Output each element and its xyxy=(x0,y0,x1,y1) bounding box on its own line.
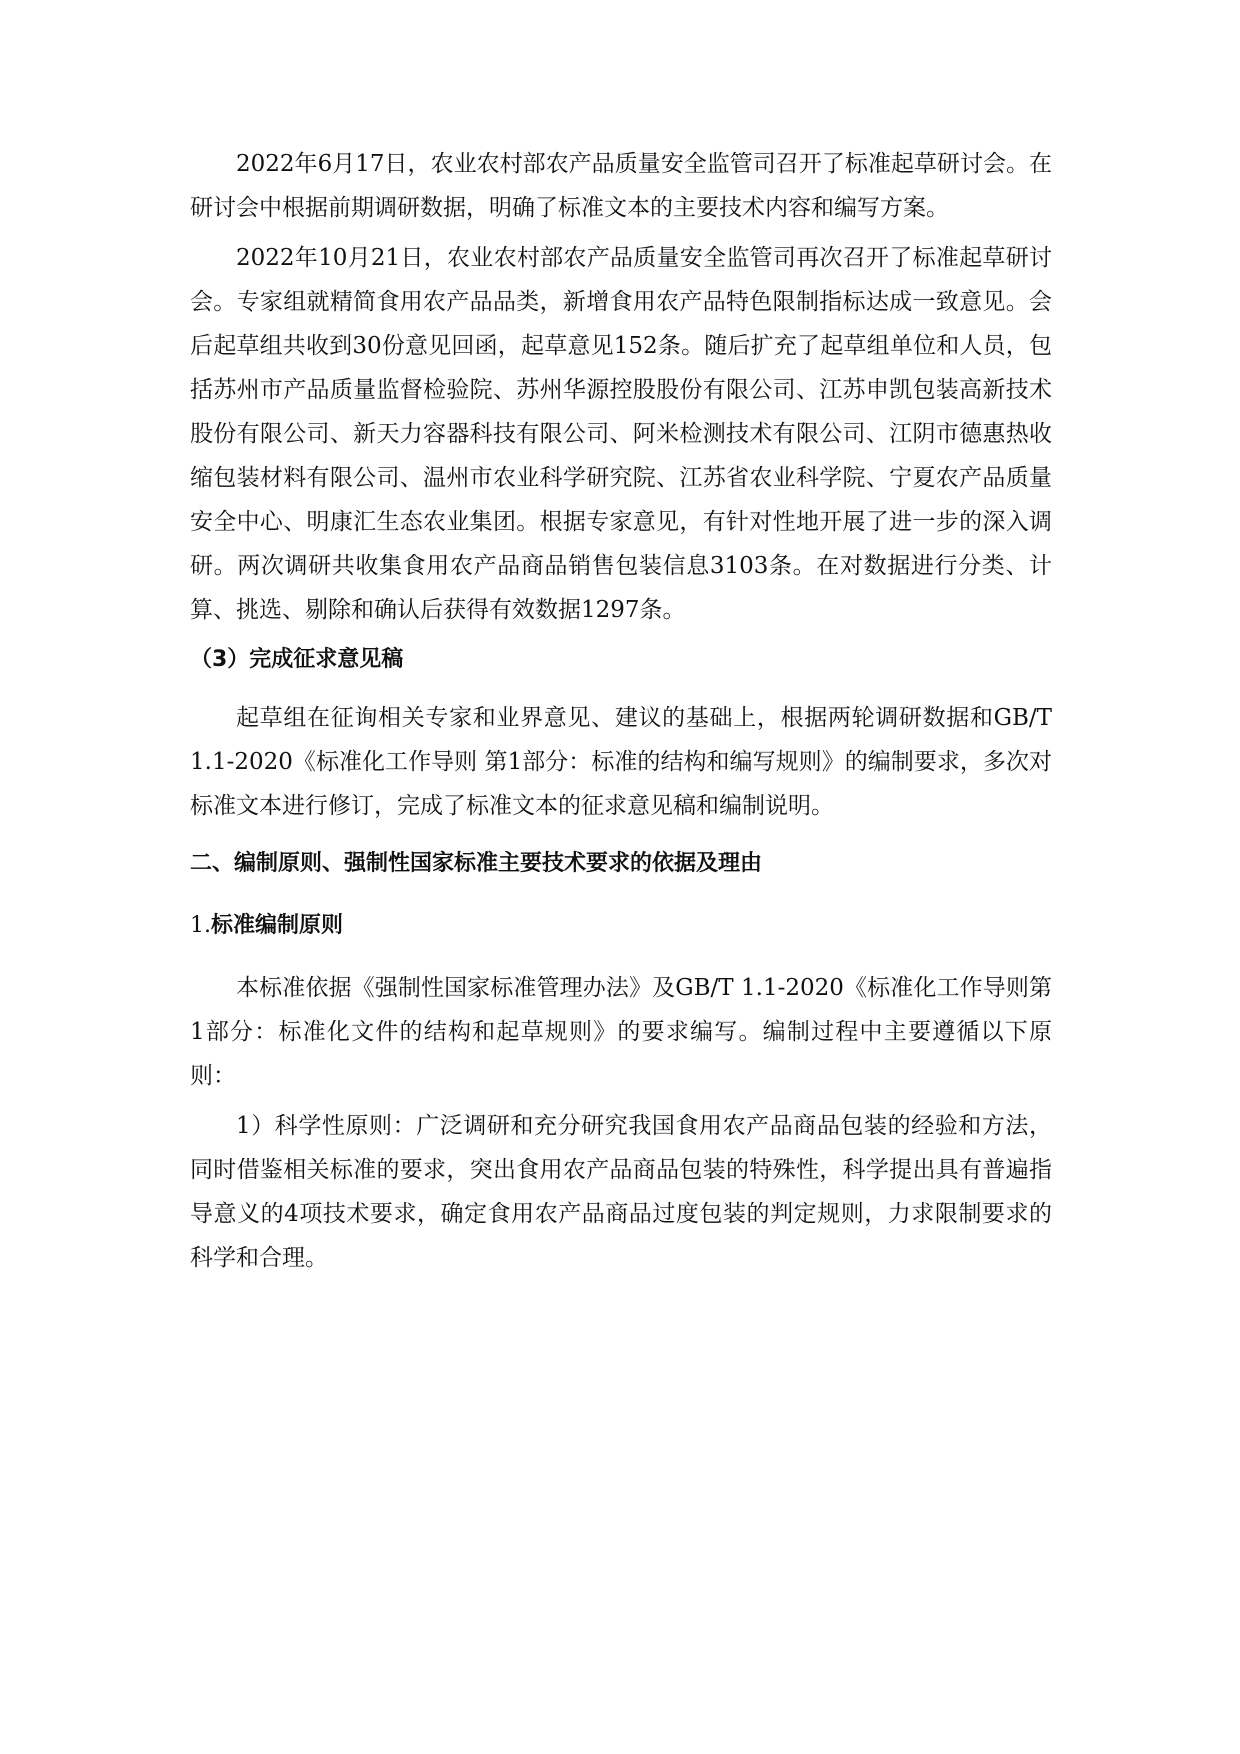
heading-title: 标准编制原则 xyxy=(211,913,344,938)
heading-number: 1. xyxy=(190,913,211,938)
paragraph-draft-for-comment: 起草组在征询相关专家和业界意见、建议的基础上，根据两轮调研数据和GB/T 1.1-2020《标准化工作导则 第1部分：标准的结构和编写规则》的编制要求，多次对标准文本进行修订，完成了标准文本的征求意见稿和编制说明。 xyxy=(190,705,1052,819)
paragraph-meeting-june: 2022年6月17日，农业农村部农产品质量安全监管司召开了标准起草研讨会。在研讨会中根据前期调研数据，明确了标准文本的主要技术内容和编写方案。 xyxy=(190,151,1052,221)
paragraph-principles-intro: 本标准依据《强制性国家标准管理办法》及GB/T 1.1-2020《标准化工作导则第1部分：标准化文件的结构和起草规则》的要求编写。编制过程中主要遵循以下原则： xyxy=(190,975,1052,1089)
paragraph-scientific-principle: 1）科学性原则：广泛调研和充分研究我国食用农产品商品包装的经验和方法，同时借鉴相关标准的要求，突出食用农产品商品包装的特殊性，科学提出具有普遍指导意义的4项技术要求，确定食用农产品商品过度包装的判定规则，力求限制要求的科学和合理。 xyxy=(190,1113,1052,1271)
document-page xyxy=(190,142,1052,1286)
numbered-heading-drafting-principles xyxy=(190,904,1052,948)
paragraph-meeting-october: 2022年10月21日，农业农村部农产品质量安全监管司再次召开了标准起草研讨会。专家组就精简食用农产品品类，新增食用农产品特色限制指标达成一致意见。会后起草组共收到30份意见回函，起草意见152条。随后扩充了起草组单位和人员，包括苏州市产品质量监督检验院、苏州华源控股股份有限公司、江苏申凯包装高新技术股份有限公司、新天力容器科技有限公司、阿米检测技术有限公司、江阴市德惠热收缩包装材料有限公司、温州市农业科学研究院、江苏省农业科学院、宁夏农产品质量安全中心、明康汇生态农业集团。根据专家意见，有针对性地开展了进一步的深入调研。两次调研共收集食用农产品商品销售包装信息3103条。在对数据进行分类、计算、挑选、剔除和确认后获得有效数据1297条。 xyxy=(190,245,1052,623)
subsection-heading-draft-for-comment: （3）完成征求意见稿 xyxy=(190,647,404,672)
section-heading-principles: 二、编制原则、强制性国家标准主要技术要求的依据及理由 xyxy=(190,851,763,876)
